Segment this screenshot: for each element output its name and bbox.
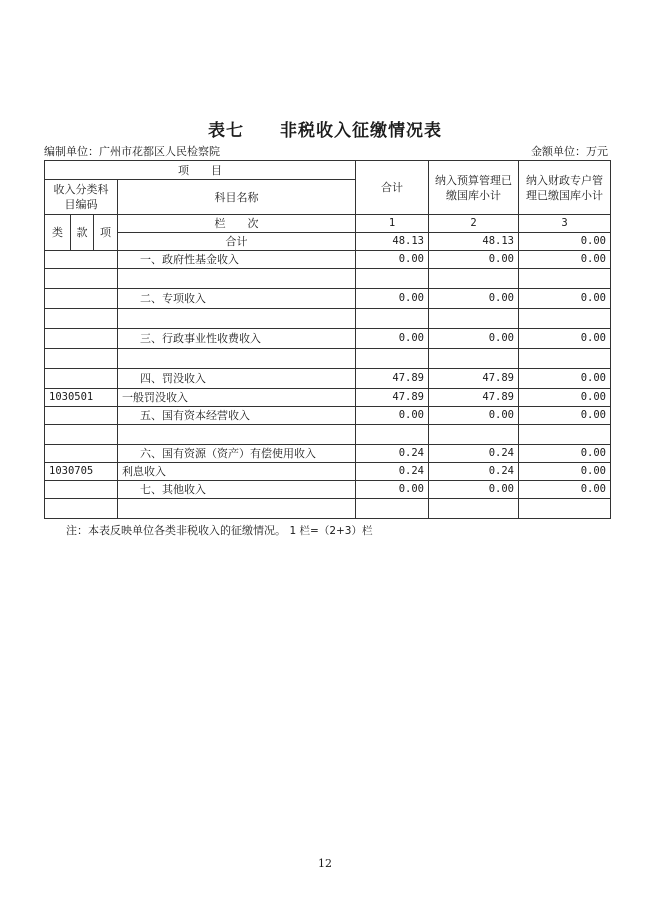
header-index-1: 1	[356, 215, 429, 233]
header-row-3	[45, 215, 611, 233]
compiling-unit: 编制单位：广州市花都区人民检察院	[44, 145, 220, 158]
row-fiscal: 0.00	[519, 329, 611, 349]
row-budget: 48.13	[429, 233, 519, 251]
row-budget: 47.89	[429, 389, 519, 407]
row-code	[45, 445, 118, 463]
row-code	[45, 407, 118, 425]
blank-row	[45, 309, 611, 329]
row-total: 0.00	[356, 407, 429, 425]
row-budget: 0.24	[429, 463, 519, 481]
footnote-text: 注：本表反映单位各类非税收入的征缴情况。	[66, 524, 286, 537]
header-xiang: 项	[94, 215, 118, 251]
header-kuan: 款	[71, 215, 94, 251]
row-code: 1030705	[45, 463, 118, 481]
row-total: 47.89	[356, 369, 429, 389]
row-budget: 0.00	[429, 481, 519, 499]
row-name: 二、专项收入	[118, 289, 356, 309]
header-subject-name: 科目名称	[118, 180, 356, 215]
page-number: 12	[318, 857, 332, 870]
row-fiscal: 0.00	[519, 389, 611, 407]
header-lanci: 栏 次	[118, 215, 356, 233]
non-tax-revenue-table	[44, 160, 611, 519]
blank-row	[45, 349, 611, 369]
footnote-formula: 1 栏=（2+3）栏	[289, 525, 373, 537]
row-fiscal: 0.00	[519, 407, 611, 425]
row-fiscal: 0.00	[519, 481, 611, 499]
row-total: 48.13	[356, 233, 429, 251]
header-lei: 类	[45, 215, 71, 251]
row-name: 六、国有资源（资产）有偿使用收入	[118, 445, 356, 463]
table-row	[45, 329, 611, 349]
header-total: 合计	[356, 161, 429, 215]
row-fiscal: 0.00	[519, 233, 611, 251]
header-index-2: 2	[429, 215, 519, 233]
row-total: 47.89	[356, 389, 429, 407]
row-name: 三、行政事业性收费收入	[118, 329, 356, 349]
table-row	[45, 251, 611, 269]
row-code	[45, 369, 118, 389]
row-total: 0.00	[356, 481, 429, 499]
row-total: 0.00	[356, 289, 429, 309]
blank-row	[45, 499, 611, 519]
header-row-1	[45, 161, 611, 180]
table-row	[45, 463, 611, 481]
row-name: 四、罚没收入	[118, 369, 356, 389]
row-code	[45, 251, 118, 269]
table-row	[45, 445, 611, 463]
row-name: 合计	[118, 233, 356, 251]
row-budget: 0.00	[429, 289, 519, 309]
table-row	[45, 289, 611, 309]
row-fiscal: 0.00	[519, 369, 611, 389]
table-row	[45, 389, 611, 407]
row-budget: 0.24	[429, 445, 519, 463]
table-row	[45, 233, 611, 251]
blank-row	[45, 269, 611, 289]
row-fiscal: 0.00	[519, 445, 611, 463]
row-fiscal: 0.00	[519, 463, 611, 481]
row-budget: 47.89	[429, 369, 519, 389]
header-fiscal: 纳入财政专户管理已缴国库小计	[519, 161, 611, 215]
row-code	[45, 329, 118, 349]
header-project: 项 目	[45, 161, 356, 180]
table-row	[45, 407, 611, 425]
page-title	[0, 116, 650, 141]
row-total: 0.24	[356, 463, 429, 481]
amount-unit: 金额单位：万元	[531, 145, 608, 158]
row-budget: 0.00	[429, 407, 519, 425]
blank-row	[45, 425, 611, 445]
row-code	[45, 481, 118, 499]
row-name: 利息收入	[118, 463, 356, 481]
row-fiscal: 0.00	[519, 251, 611, 269]
row-total: 0.00	[356, 329, 429, 349]
table-row	[45, 481, 611, 499]
table-number: 表七	[208, 121, 244, 141]
header-index-3: 3	[519, 215, 611, 233]
footnote	[66, 522, 372, 538]
row-budget: 0.00	[429, 329, 519, 349]
row-fiscal: 0.00	[519, 289, 611, 309]
header-code-group: 收入分类科目编码	[45, 180, 118, 215]
row-code	[45, 289, 118, 309]
row-name: 一、政府性基金收入	[118, 251, 356, 269]
row-name: 一般罚没收入	[118, 389, 356, 407]
header-budget: 纳入预算管理已缴国库小计	[429, 161, 519, 215]
row-budget: 0.00	[429, 251, 519, 269]
row-total: 0.00	[356, 251, 429, 269]
table-row	[45, 369, 611, 389]
row-name: 七、其他收入	[118, 481, 356, 499]
table-title: 非税收入征缴情况表	[280, 121, 442, 141]
row-code: 1030501	[45, 389, 118, 407]
row-total: 0.24	[356, 445, 429, 463]
row-name: 五、国有资本经营收入	[118, 407, 356, 425]
